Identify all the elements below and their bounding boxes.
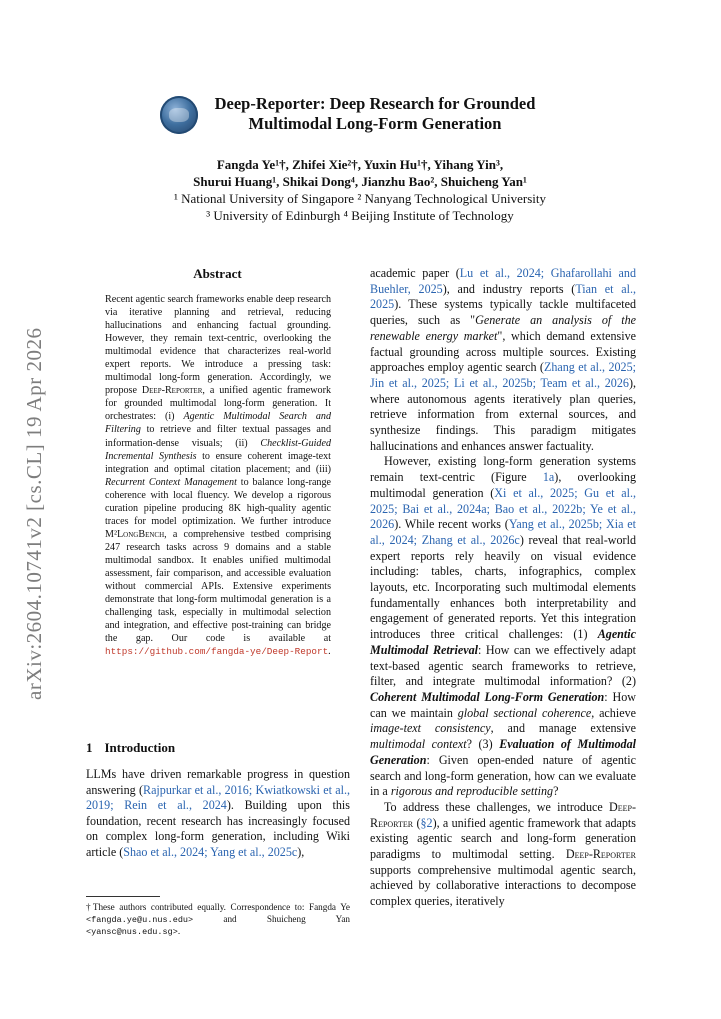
title-line-2: Multimodal Long-Form Generation <box>248 114 502 133</box>
body-text: : How can we effectively adapt text-based agentic search frameworks to retrieve, filter, and integrate multimodal information? (2) <box>370 642 637 689</box>
right-column <box>370 266 636 910</box>
body-text: However, existing long-form generation systems remain text-centric (Figure <box>370 454 636 485</box>
body-text: ), a unified agentic framework that adapts existing agentic search and long-form generation paradigms to multimodal setting. <box>370 815 636 862</box>
citation-link[interactable]: Yang et al., 2025b; Xia et al., 2024; Zhang et al., 2026c <box>370 517 637 547</box>
body-emphasis: multimodal context <box>370 737 467 752</box>
abstract-text: Recent agentic search frameworks enable deep research via iterative planning and retrieval, reducing hallucinations and enhancing factual grounding. However, they remain text-centric, overlooking the multimodal evidence that characterizes real-world expert reports. We introduce a pressing task: multimodal long-form generation. Accordingly, we propose <box>105 294 331 397</box>
section-link[interactable]: §2 <box>420 815 433 830</box>
abstract-emphasis: Agentic Multimodal Search and Filtering <box>105 411 331 436</box>
abstract-text: , a unified agentic framework for grounded multimodal long-form generation. It orchestrates: (i) <box>105 385 331 423</box>
body-text: ( <box>413 815 421 830</box>
body-text: academic paper ( <box>370 266 460 280</box>
body-text: ? <box>553 784 559 799</box>
challenge-title: Coherent Multimodal Long-Form Generation <box>370 689 605 704</box>
body-text: ). These systems typically tackle multifaceted queries, such as " <box>370 297 636 328</box>
abstract-text: to balance long-range coherence with local fluency. We develop a rigorous curation pipeline producing 8K high-quality agentic traces for model optimization. We further introduce M² <box>105 476 331 540</box>
abstract-heading: Abstract <box>193 266 242 281</box>
citation-link[interactable]: Zhang et al., 2025; Jin et al., 2025; Li et al., 2025b; Team et al., 2026 <box>370 360 636 390</box>
authors-line-1: Fangda Ye¹†, Zhifei Xie²†, Yuxin Hu¹†, Yihang Yin³, <box>216 157 504 172</box>
body-emphasis: rigorous and reproducible setting <box>390 784 554 799</box>
body-text: , and manage extensive <box>490 721 636 736</box>
citation-link[interactable]: Shao et al., 2024; Yang et al., 2025c <box>123 844 298 859</box>
body-emphasis: global sectional coherence <box>457 705 592 720</box>
paper-title <box>200 94 550 134</box>
intro-paragraph-3 <box>370 800 636 910</box>
author-block <box>90 156 630 224</box>
section-heading-introduction <box>86 740 187 756</box>
body-text: ). Building upon this foundation, recent research has increasingly focused on complex long-form generation, including Wiki article ( <box>86 798 350 859</box>
abstract-body <box>105 293 331 658</box>
footnote-text: . <box>177 926 181 936</box>
body-text: LLMs have driven remarkable progress in question answering ( <box>86 767 350 797</box>
footnote-divider <box>86 896 160 897</box>
body-text: , achieve <box>591 705 636 720</box>
intro-paragraph-2 <box>370 454 636 799</box>
citation-link[interactable]: Tian et al., 2025 <box>370 281 636 312</box>
body-text: supports comprehensive multimodal agentic search, achieved by collaborative interactions to decompose complex queries, iteratively <box>370 862 636 909</box>
logo-icon <box>160 96 198 134</box>
email-address[interactable]: <yansc@nus.edu.sg> <box>86 927 178 937</box>
body-emphasis: image-text consistency <box>370 721 491 736</box>
framework-name: Deep-Reporter <box>370 799 636 830</box>
title-line-1: Deep-Reporter: Deep Research for Grounded <box>214 94 536 113</box>
code-link[interactable]: https://github.com/fangda-ye/Deep-Report <box>105 646 329 658</box>
section-number: 1 <box>86 740 93 755</box>
benchmark-name: LongBench <box>117 528 165 540</box>
abstract-text: to ensure coherent image-text integration and optimal citation placement; and (iii) <box>105 450 331 475</box>
abstract-text: . <box>328 646 331 658</box>
citation-link[interactable]: Xi et al., 2025; Gu et al., 2025; Bai et al., 2024a; Bao et al., 2022b; Ye et al., 2026 <box>370 485 636 532</box>
body-text: : How can we maintain <box>370 689 636 720</box>
abstract-text: , a comprehensive testbed comprising 247 research tasks across 9 domains and a stable multimodal sandbox. It enables unified multimodal assessment, fair comparison, and accessible evaluation without commercial APIs. Extensive experiments demonstrate that long-form multimodal generation is a challenging task, especially in multimodal selection and integration, and effective post-training can bridge the gap. Our code is available at <box>105 528 331 645</box>
abstract-emphasis: Recurrent Context Management <box>105 476 237 488</box>
section-title: Introduction <box>104 740 176 755</box>
intro-paragraph-left <box>86 767 350 861</box>
body-text: : Given open-ended nature of agentic search and long-form generation, how can we evaluate in a <box>370 752 636 799</box>
affiliations-line-2: ³ University of Edinburgh ⁴ Beijing Institute of Technology <box>206 208 514 223</box>
footnote-text: †These authors contributed equally. Correspondence to: Fangda Ye <box>86 902 350 912</box>
body-text: ), and industry reports ( <box>442 281 576 296</box>
abstract-text: to retrieve and filter textual passages and information-dense visuals; (ii) <box>105 424 331 449</box>
body-text: ) reveal that real-world expert reports rely heavily on visual evidence including: tables, charts, infographics, complex layouts, etc. Incorporating such multimodal elements fundamentally enhances both interpretability and engagement of generated reports. Yet this integration introduces three critical challenges: (1) <box>370 532 636 642</box>
footnote-text: and Shuicheng Yan <box>193 913 350 924</box>
body-text: ), overlooking multimodal generation ( <box>370 470 636 500</box>
arxiv-identifier: arXiv:2604.10741v2 [cs.CL] 19 Apr 2026 <box>22 327 46 700</box>
affiliations-line-1: ¹ National University of Singapore ² Nanyang Technological University <box>173 191 546 206</box>
citation-link[interactable]: Rajpurkar et al., 2016; Kwiatkowski et al., 2019; Rein et al., 2024 <box>86 782 350 813</box>
framework-name: Deep-Reporter <box>141 385 203 397</box>
body-text: ", which demand extensive factual grounding across multiple sources. Existing approaches employ agentic search ( <box>370 328 636 375</box>
body-text: To address these challenges, we introduce <box>384 799 610 814</box>
email-address[interactable]: <fangda.ye@u.nus.edu> <box>86 914 194 925</box>
body-text: ), <box>297 844 305 859</box>
body-text: ? (3) <box>466 737 500 752</box>
body-text: ). While recent works ( <box>394 517 509 532</box>
footnote <box>86 902 350 939</box>
intro-paragraph-1 <box>370 266 636 454</box>
challenge-title: Agentic Multimodal Retrieval <box>370 627 636 657</box>
body-text: ), where autonomous agents iteratively plan queries, retrieve information from external sources, and synthesize findings. This paradigm mitigates hallucinations and enhances answer factuality. <box>370 375 636 453</box>
framework-name: Deep-Reporter <box>565 847 636 862</box>
quoted-query: Generate an analysis of the renewable energy market <box>370 313 636 343</box>
citation-link[interactable]: Lu et al., 2024; Ghafarollahi and Buehler, 2025 <box>370 266 636 296</box>
challenge-title: Evaluation of Multimodal Generation <box>370 737 636 767</box>
figure-link[interactable]: 1a <box>542 470 555 485</box>
authors-line-2: Shurui Huang¹, Shikai Dong⁴, Jianzhu Bao², Shuicheng Yan¹ <box>193 174 527 189</box>
abstract-emphasis: Checklist-Guided Incremental Synthesis <box>105 437 331 462</box>
